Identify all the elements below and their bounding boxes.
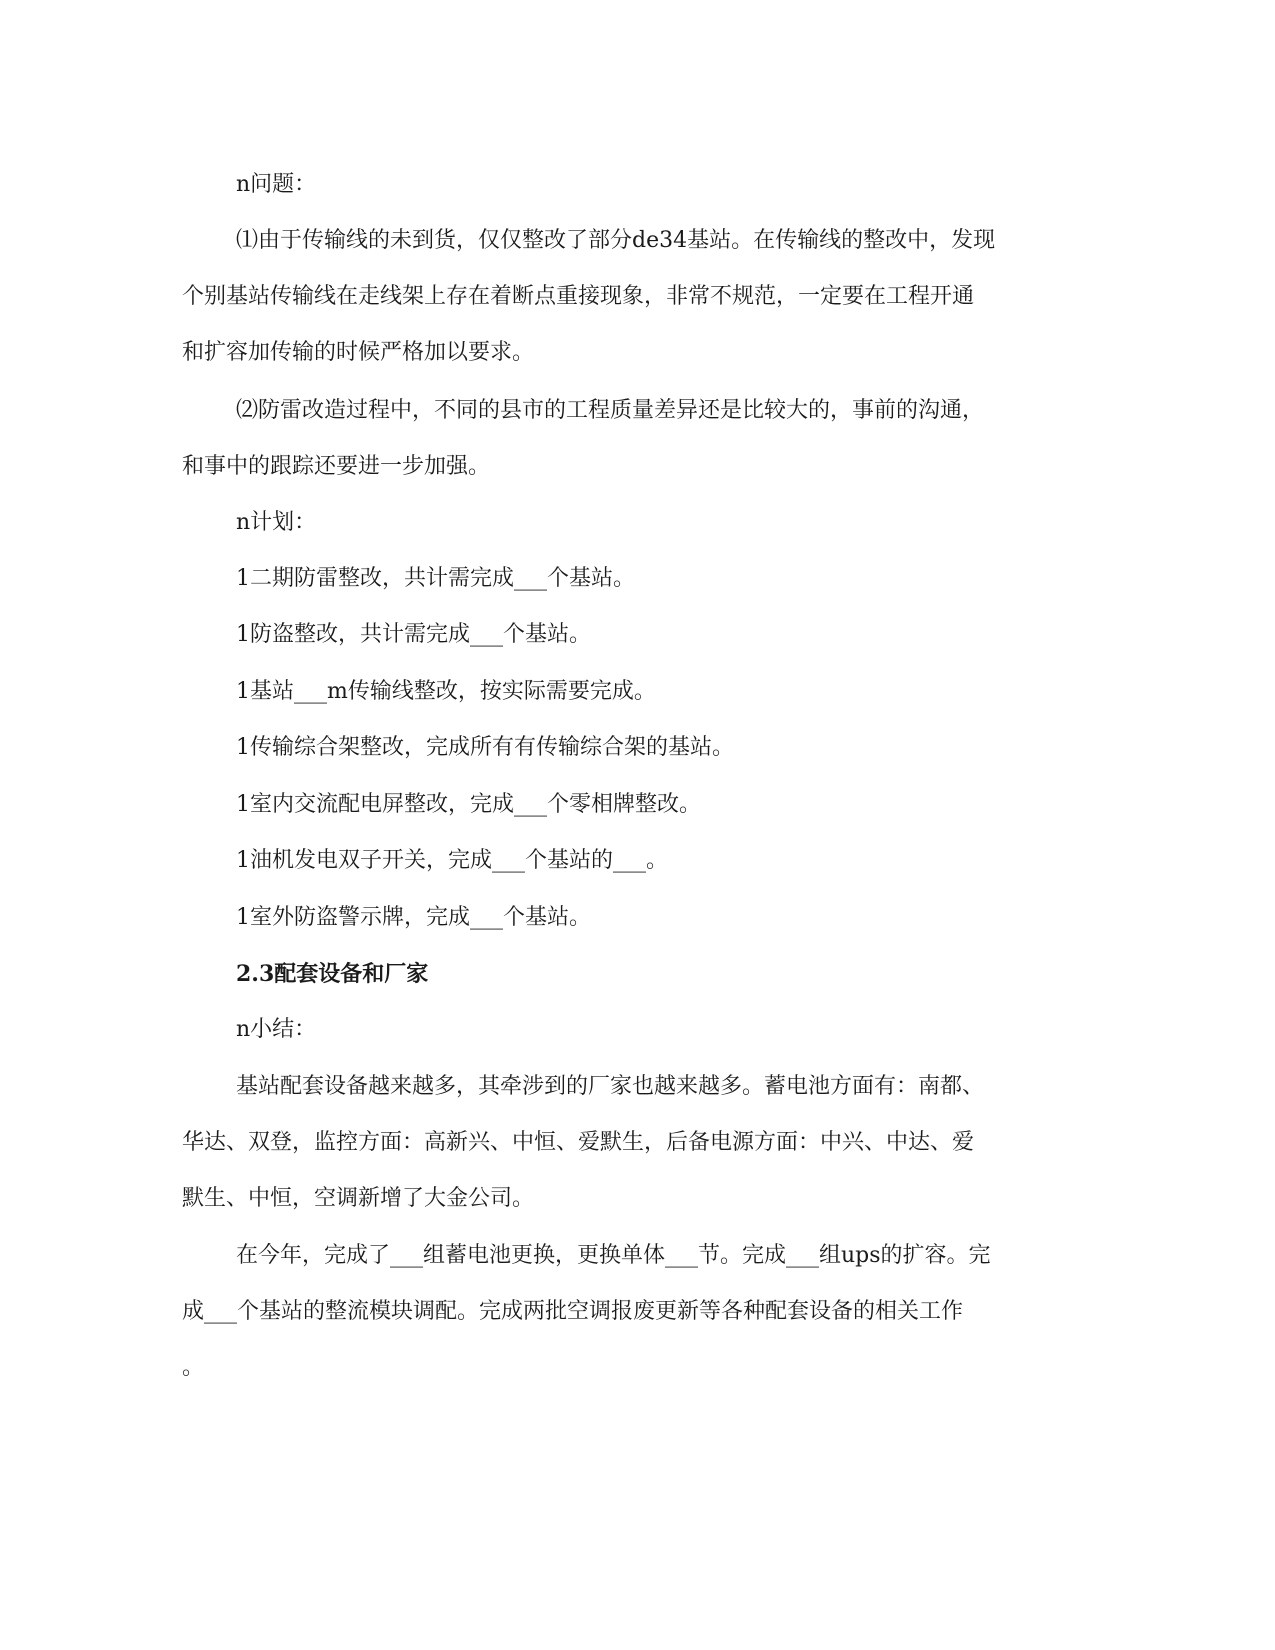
plan-item: 1室内交流配电屏整改，完成___个零相牌整改。 (236, 792, 701, 817)
year-line-2: 成___个基站的整流模块调配。完成两批空调报废更新等各种配套设备的相关工作 (182, 1299, 964, 1324)
summary-label: n小结： (236, 1017, 317, 1042)
problem-1-line-3: 和扩容加传输的时候严格加以要求。 (182, 340, 535, 365)
problem-2-line-1: ⑵防雷改造过程中，不同的县市的工程质量差异还是比较大的，事前的沟通， (236, 398, 985, 423)
summary-line-3: 默生、中恒，空调新增了大金公司。 (182, 1186, 535, 1211)
problem-1-line-1: ⑴由于传输线的未到货，仅仅整改了部分de34基站。在传输线的整改中，发现 (236, 228, 996, 253)
plan-item: 1传输综合架整改，完成所有有传输综合架的基站。 (236, 735, 734, 760)
plan-item: 1基站___m传输线整改，按实际需要完成。 (236, 679, 656, 704)
problems-label: n问题： (236, 172, 317, 197)
plan-item: 1室外防盗警示牌，完成___个基站。 (236, 905, 591, 930)
plan-label: n计划： (236, 510, 317, 535)
summary-line-1: 基站配套设备越来越多，其牵涉到的厂家也越来越多。蓄电池方面有：南都、 (236, 1074, 985, 1099)
problem-2-line-2: 和事中的跟踪还要进一步加强。 (182, 454, 491, 479)
section-heading: 2.3配套设备和厂家 (236, 961, 429, 987)
problem-1-line-2: 个别基站传输线在走线架上存在着断点重接现象，非常不规范，一定要在工程开通 (182, 284, 975, 309)
plan-item: 1油机发电双子开关，完成___个基站的___。 (236, 848, 668, 873)
plan-item: 1防盗整改，共计需完成___个基站。 (236, 622, 591, 647)
summary-line-2: 华达、双登，监控方面：高新兴、中恒、爱默生，后备电源方面：中兴、中达、爱 (182, 1130, 975, 1155)
year-line-1: 在今年，完成了___组蓄电池更换，更换单体___节。完成___组ups的扩容。完 (236, 1243, 991, 1268)
plan-item: 1二期防雷整改，共计需完成___个基站。 (236, 566, 635, 591)
year-line-3: 。 (182, 1355, 205, 1380)
